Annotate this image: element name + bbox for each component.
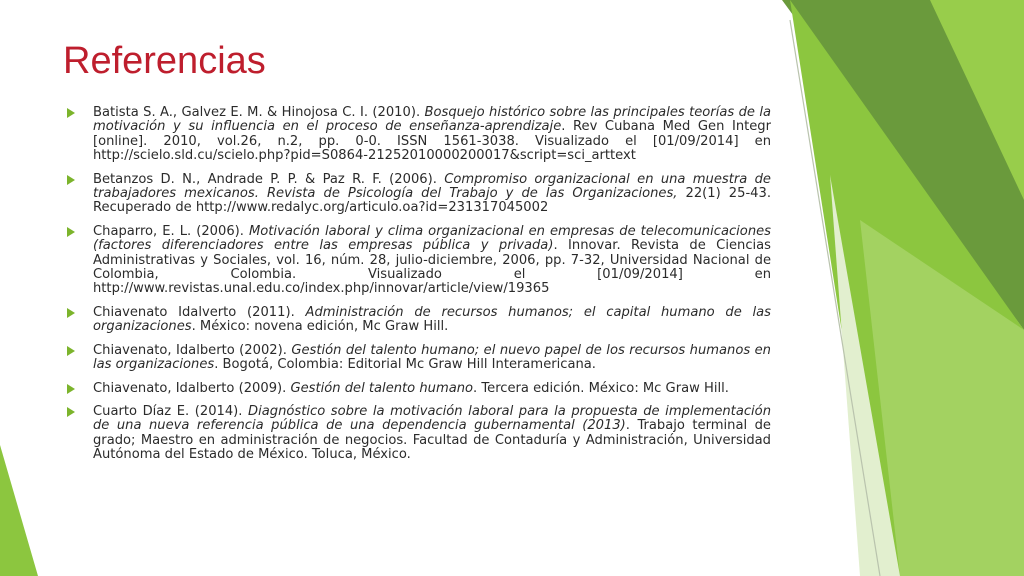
- left-green-corner: [0, 445, 38, 576]
- reference-item: [67, 173, 771, 216]
- reference-text: Chaparro, E. L. (2006). Motivación laboral y clima organizacional en empresas de telecomunicaciones (factores diferenciadores entre las empresas pública y privada). Innovar. Revista de Ciencias Administrativas y Sociales, vol. 16, núm. 28, julio-diciembre, 2006, pp. 7-32, Universidad Nacional de Colombia, Colombia. Visualizado el [01/09/2014] en http://www.revistas.unal.edu.co/index.php/innovar/article/view/19365: [93, 223, 771, 297]
- triangle-bullet-icon: [67, 407, 75, 417]
- reference-item: [67, 106, 771, 164]
- triangle-bullet-icon: [67, 308, 75, 318]
- reference-item: [67, 405, 771, 463]
- triangle-bullet-icon: [67, 227, 75, 237]
- triangle-bullet-icon: [67, 384, 75, 394]
- reference-text: Cuarto Díaz E. (2014). Diagnóstico sobre la motivación laboral para la propuesta de implementación de una nueva referencia pública de una dependencia gubernamental (2013). Trabajo terminal de grado; Maestro en administración de negocios. Facultad de Contaduría y Administración, Universidad Autónoma del Estado de México. Toluca, México.: [93, 403, 771, 463]
- reference-list: [67, 106, 771, 472]
- triangle-bullet-icon: [67, 346, 75, 356]
- triangle-bullet-icon: [67, 175, 75, 185]
- reference-text: Betanzos D. N., Andrade P. P. & Paz R. F. (2006). Compromiso organizacional en una muestra de trabajadores mexicanos. Revista de Psicología del Trabajo y de las Organizaciones, 22(1) 25-43. Recuperado de http://www.redalyc.org/articulo.oa?id=231317045002: [93, 171, 771, 216]
- reference-item: [67, 382, 771, 396]
- slide-title: Referencias: [63, 40, 266, 82]
- reference-text: Chiavenato, Idalberto (2009). Gestión del talento humano. Tercera edición. México: Mc Graw Hill.: [93, 380, 729, 396]
- reference-item: [67, 306, 771, 335]
- reference-item: [67, 344, 771, 373]
- reference-item: [67, 225, 771, 297]
- reference-text: Batista S. A., Galvez E. M. & Hinojosa C. I. (2010). Bosquejo histórico sobre las principales teorías de la motivación y su influencia en el proceso de enseñanza-aprendizaje. Rev Cubana Med Gen Integr [online]. 2010, vol.26, n.2, pp. 0-0. ISSN 1561-3038. Visualizado el [01/09/2014] en http://scielo.sld.cu/scielo.php?pid=S0864-21252010000200017&script=sci_arttext: [93, 105, 772, 164]
- reference-text: Chiavenato, Idalberto (2002). Gestión del talento humano; el nuevo papel de los recursos humanos en las organizaciones. Bogotá, Colombia: Editorial Mc Graw Hill Interamericana.: [93, 342, 771, 373]
- reference-text: Chiavenato Idalverto (2011). Administración de recursos humanos; el capital humano de las organizaciones. México: novena edición, Mc Graw Hill.: [93, 304, 771, 335]
- triangle-bullet-icon: [67, 108, 75, 118]
